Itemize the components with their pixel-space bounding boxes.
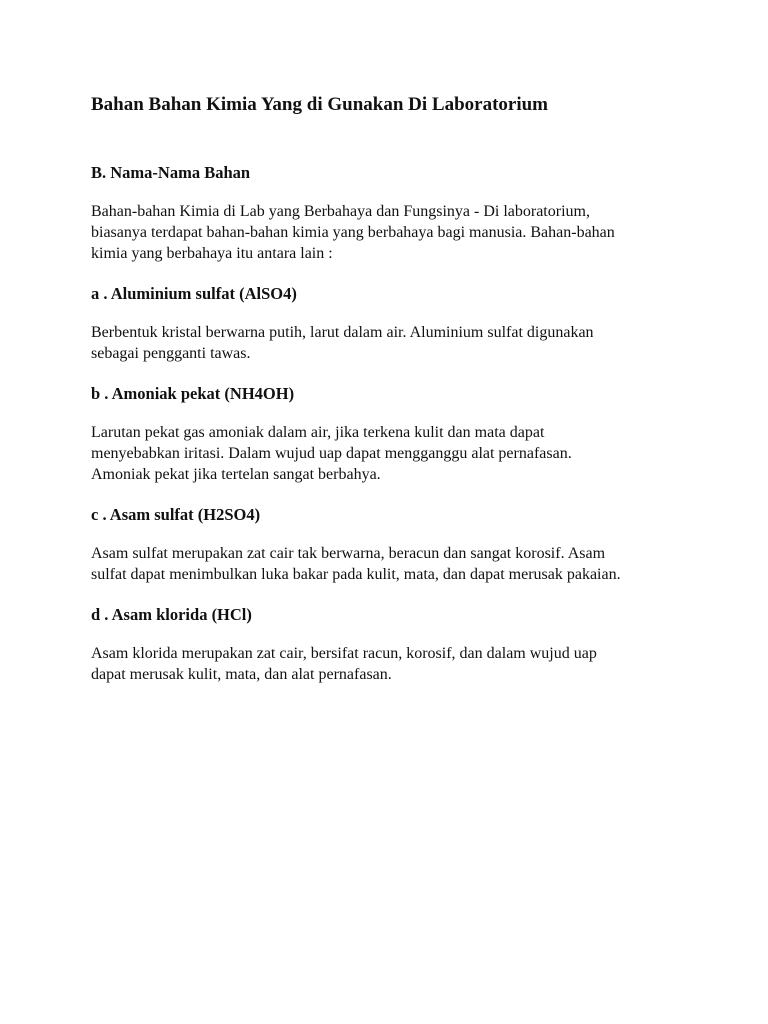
paragraph-line: Asam sulfat merupakan zat cair tak berwarna, beracun dan sangat korosif. Asam [91, 545, 606, 562]
page-title: Bahan Bahan Kimia Yang di Gunakan Di Laboratorium [91, 94, 549, 115]
item-paragraph-amoniak-pekat [91, 422, 691, 485]
item-heading-aluminium-sulfat: a . Aluminium sulfat (AlSO4) [91, 284, 297, 303]
item-heading-asam-sulfat: c . Asam sulfat (H2SO4) [91, 505, 261, 524]
item-paragraph-asam-klorida [91, 643, 691, 685]
paragraph-line: biasanya terdapat bahan-bahan kimia yang berbahaya bagi manusia. Bahan-bahan [91, 224, 615, 241]
document-page [91, 92, 691, 685]
intro-paragraph [91, 201, 691, 264]
section-heading: B. Nama-Nama Bahan [91, 163, 251, 182]
paragraph-line: Berbentuk kristal berwarna putih, larut dalam air. Aluminium sulfat digunakan [91, 324, 594, 341]
paragraph-line: Bahan-bahan Kimia di Lab yang Berbahaya dan Fungsinya - Di laboratorium, [91, 203, 590, 220]
paragraph-line: dapat merusak kulit, mata, dan alat pernafasan. [91, 666, 392, 683]
paragraph-line: sulfat dapat menimbulkan luka bakar pada kulit, mata, dan dapat merusak pakaian. [91, 566, 621, 583]
item-paragraph-asam-sulfat [91, 543, 691, 585]
paragraph-line: Larutan pekat gas amoniak dalam air, jika terkena kulit dan mata dapat [91, 424, 545, 441]
item-paragraph-aluminium-sulfat [91, 322, 691, 364]
item-heading-asam-klorida: d . Asam klorida (HCl) [91, 605, 252, 624]
item-heading-amoniak-pekat: b . Amoniak pekat (NH4OH) [91, 384, 295, 403]
paragraph-line: menyebabkan iritasi. Dalam wujud uap dapat mengganggu alat pernafasan. [91, 445, 572, 462]
paragraph-line: sebagai pengganti tawas. [91, 345, 251, 362]
paragraph-line: kimia yang berbahaya itu antara lain : [91, 245, 333, 262]
paragraph-line: Amoniak pekat jika tertelan sangat berbahya. [91, 466, 381, 483]
paragraph-line: Asam klorida merupakan zat cair, bersifat racun, korosif, dan dalam wujud uap [91, 645, 597, 662]
